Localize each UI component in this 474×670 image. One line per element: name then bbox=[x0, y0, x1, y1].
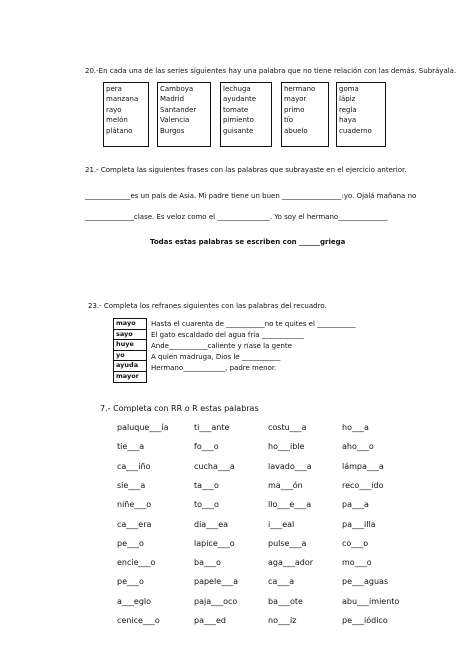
refran-line: Ande___________caliente y ríase la gente bbox=[151, 342, 292, 350]
fill-in-word: lavado___a bbox=[268, 461, 312, 471]
fill-in-word: i___eal bbox=[268, 519, 295, 529]
word-box bbox=[113, 318, 147, 383]
series-word: haya bbox=[339, 116, 357, 125]
fill-in-word: sie___a bbox=[117, 480, 146, 490]
fill-in-word: costu___a bbox=[268, 423, 307, 432]
series-word: Burgos bbox=[160, 126, 185, 135]
fill-in-word: ba___o bbox=[194, 558, 221, 568]
series-word: tomate bbox=[223, 105, 249, 114]
fill-in-word: pe___o bbox=[117, 538, 144, 548]
fill-in-word: abu___imiento bbox=[342, 596, 400, 606]
series-word: regla bbox=[339, 105, 357, 114]
fill-in-word: ca___a bbox=[268, 577, 295, 587]
series-word: lápiz bbox=[339, 95, 356, 104]
fill-in-word: ba___ote bbox=[268, 596, 303, 606]
fill-in-word: paja___oco bbox=[194, 596, 238, 606]
refran-line: Hermano____________, padre menor. bbox=[151, 364, 277, 372]
series-word: cuaderno bbox=[339, 126, 372, 135]
fill-in-word: fo___o bbox=[194, 442, 219, 452]
fill-in-word: ta___o bbox=[194, 480, 219, 490]
series-3-words bbox=[223, 84, 256, 136]
series-5-words bbox=[339, 84, 372, 136]
series-word: guisante bbox=[223, 126, 254, 135]
box-word: mayor bbox=[114, 371, 146, 382]
fill-in-word: ti___ante bbox=[194, 423, 230, 432]
fill-in-word: ho___a bbox=[342, 423, 369, 432]
exercise-7-title: 7.- Completa con RR o R estas palabras bbox=[100, 404, 259, 413]
series-word: Valencia bbox=[160, 116, 190, 125]
fill-in-word: tie___a bbox=[117, 442, 145, 452]
fill-in-word: ca___iño bbox=[117, 461, 151, 471]
series-4-words bbox=[284, 84, 315, 136]
exercise-21-rule: Todas estas palabras se escriben con ______griega bbox=[150, 238, 346, 246]
series-word: goma bbox=[339, 85, 359, 93]
series-word: rayo bbox=[106, 105, 122, 114]
fill-in-word: lámpa___a bbox=[342, 461, 384, 471]
series-word: lechuga bbox=[223, 85, 251, 93]
fill-in-word: cenice___o bbox=[117, 616, 160, 625]
fill-in-word: pe___iódico bbox=[342, 616, 388, 625]
exercise-21-sentence-2: ______________clase. Es veloz como el _______________. Yo soy el hermano______________ bbox=[85, 213, 388, 221]
series-word: tío bbox=[284, 116, 293, 125]
fill-in-word: pa___illa bbox=[342, 519, 376, 529]
series-1-words bbox=[106, 84, 138, 136]
fill-in-word: reco___ido bbox=[342, 480, 384, 490]
fill-in-word: pe___o bbox=[117, 577, 144, 587]
series-word: primo bbox=[284, 105, 305, 114]
series-word: Camboya bbox=[160, 85, 194, 93]
fill-in-word: mo___o bbox=[342, 558, 372, 568]
box-word: huye bbox=[114, 339, 146, 350]
series-word: pimiento bbox=[223, 116, 254, 125]
fill-in-word: no___iz bbox=[268, 616, 297, 625]
series-word: melón bbox=[106, 116, 128, 125]
fill-in-word: pa___a bbox=[342, 500, 369, 510]
fill-in-word: ca___era bbox=[117, 519, 152, 529]
box-word: sayo bbox=[114, 329, 146, 340]
series-word: Santander bbox=[160, 105, 197, 114]
refran-line: A quien madruga, Dios le ___________ bbox=[151, 353, 281, 361]
exercise-21-sentence-1: _____________es un país de Asia. Mi padre tiene un buen _________________:yo. Ojalá mañana no bbox=[85, 192, 417, 200]
fill-in-word: aga___ador bbox=[268, 558, 314, 568]
fill-in-word: co___o bbox=[342, 538, 369, 548]
series-word: abuelo bbox=[284, 126, 308, 135]
fill-in-word: niñe___o bbox=[117, 500, 152, 510]
fill-in-word: a___eglo bbox=[117, 596, 152, 606]
series-word: Madrid bbox=[160, 95, 185, 104]
fill-in-word: encie___o bbox=[117, 558, 156, 568]
fill-in-word: dia___ea bbox=[194, 519, 229, 529]
exercise-20-title: 20.-En cada una de las series siguientes hay una palabra que no tiene relación con las demás. Subráyala. bbox=[85, 67, 457, 75]
box-word: ayuda bbox=[114, 360, 146, 371]
series-word: pera bbox=[106, 85, 122, 93]
fill-in-word: pe___aguas bbox=[342, 577, 389, 587]
fill-in-word: cucha___a bbox=[194, 461, 235, 471]
refran-line: Hasta el cuarenta de ___________no te quites el ___________ bbox=[151, 320, 356, 328]
fill-in-word: ho___ible bbox=[268, 442, 305, 452]
fill-in-word: llo___e___a bbox=[268, 500, 312, 510]
series-word: hermano bbox=[284, 85, 316, 93]
fill-in-word: aho___o bbox=[342, 442, 374, 452]
exercise-23-title: 23.- Completa los refranes siguientes con las palabras del recuadro. bbox=[88, 302, 327, 310]
series-2-words bbox=[160, 84, 196, 136]
fill-in-word: pa___ed bbox=[194, 616, 226, 625]
fill-in-word: pulse___a bbox=[268, 538, 307, 548]
refran-line: El gato escaldado del agua fría ____________ bbox=[151, 331, 304, 339]
fill-in-word: ma___ón bbox=[268, 480, 303, 490]
fill-in-word: paluque___ía bbox=[117, 423, 169, 432]
series-word: manzana bbox=[106, 95, 139, 104]
fill-in-word: lapice___o bbox=[194, 538, 235, 548]
series-word: mayor bbox=[284, 95, 307, 104]
exercise-21-title: 21.- Completa las siguientes frases con las palabras que subrayaste en el ejercicio anterior. bbox=[85, 166, 407, 174]
box-word: mayo bbox=[116, 319, 136, 327]
fill-in-word: to___o bbox=[194, 500, 219, 510]
series-word: ayudante bbox=[223, 95, 257, 104]
series-word: plátano bbox=[106, 126, 133, 135]
fill-in-word: papele___a bbox=[194, 577, 239, 587]
refranes-list bbox=[151, 319, 356, 374]
box-word: yo bbox=[114, 350, 146, 361]
